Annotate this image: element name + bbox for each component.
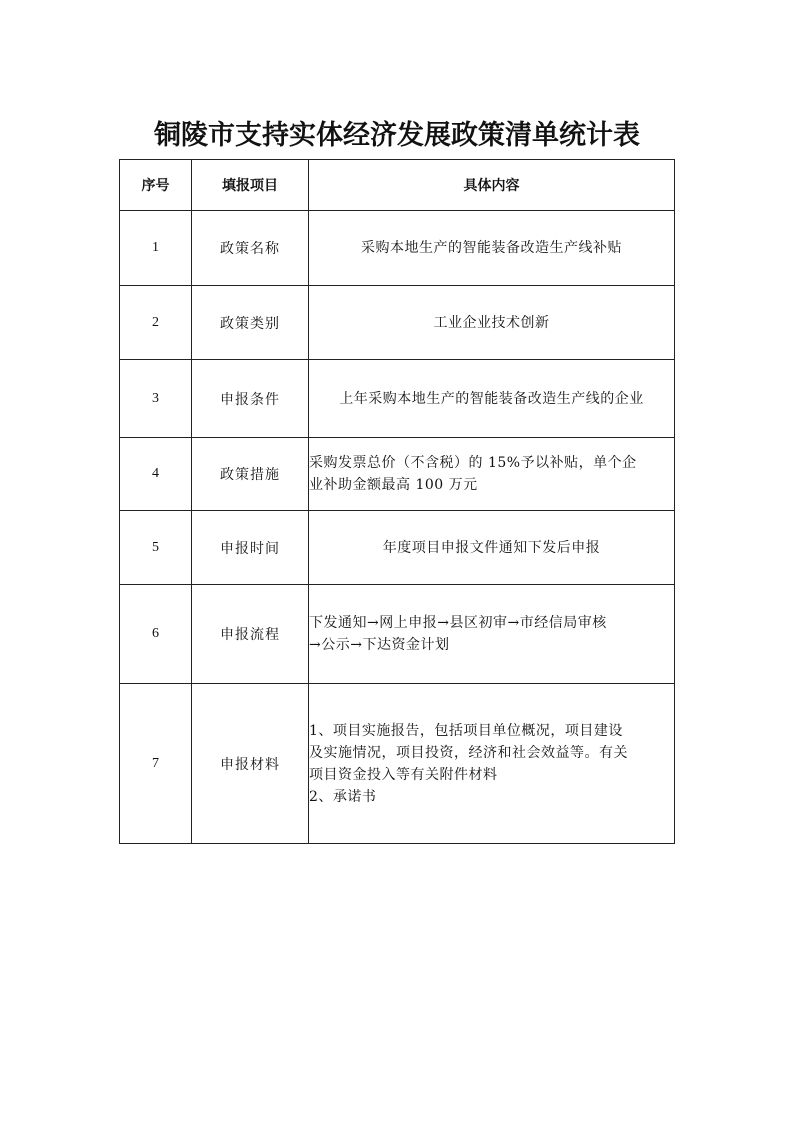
- content-line: 2、承诺书: [309, 788, 377, 805]
- row-content: [309, 511, 675, 585]
- content-line: 业补助金额最高 100 万元: [309, 477, 478, 493]
- document-title: 铜陵市支持实体经济发展政策清单统计表: [154, 120, 640, 151]
- row-number: 7: [120, 684, 192, 844]
- table-row: [120, 211, 675, 286]
- row-number: 1: [120, 211, 192, 286]
- table-row: [120, 585, 675, 684]
- content-line: 年度项目申报文件通知下发后申报: [382, 539, 601, 556]
- row-item: 申报条件: [192, 360, 309, 438]
- row-content: [309, 360, 675, 438]
- row-content: [309, 211, 675, 286]
- header-number: 序号: [120, 160, 192, 211]
- table-row: [120, 286, 675, 360]
- row-content: [309, 438, 675, 511]
- row-number: 4: [120, 438, 192, 511]
- row-content: [309, 286, 675, 360]
- content-line: 下发通知→网上申报→县区初审→市经信局审核: [309, 615, 607, 631]
- content-line: →公示→下达资金计划: [309, 637, 450, 653]
- content-line: 采购本地生产的智能装备改造生产线补贴: [361, 240, 622, 256]
- row-number: 5: [120, 511, 192, 585]
- row-number: 3: [120, 360, 192, 438]
- row-content: [309, 684, 675, 844]
- row-item: 申报材料: [192, 684, 309, 844]
- row-item: 申报流程: [192, 585, 309, 684]
- row-content: [309, 585, 675, 684]
- header-item: 填报项目: [192, 160, 309, 211]
- content-line: 1、项目实施报告，包括项目单位概况，项目建设: [309, 722, 623, 739]
- table-row: [120, 438, 675, 511]
- table-header-row: [120, 160, 675, 211]
- content-line: 项目资金投入等有关附件材料: [309, 766, 498, 783]
- content-line: 工业企业技术创新: [433, 314, 550, 331]
- row-item: 政策类别: [192, 286, 309, 360]
- row-number: 6: [120, 585, 192, 684]
- content-line: 上年采购本地生产的智能装备改造生产线的企业: [339, 390, 644, 407]
- content-line: 采购发票总价（不含税）的 15%予以补贴，单个企: [309, 455, 637, 471]
- header-content: 具体内容: [309, 160, 675, 211]
- row-item: 政策措施: [192, 438, 309, 511]
- table-row: [120, 511, 675, 585]
- table-row: [120, 684, 675, 844]
- table-row: [120, 360, 675, 438]
- policy-table: [119, 159, 675, 844]
- row-item: 申报时间: [192, 511, 309, 585]
- content-line: 及实施情况，项目投资，经济和社会效益等。有关: [309, 744, 628, 761]
- row-item: 政策名称: [192, 211, 309, 286]
- row-number: 2: [120, 286, 192, 360]
